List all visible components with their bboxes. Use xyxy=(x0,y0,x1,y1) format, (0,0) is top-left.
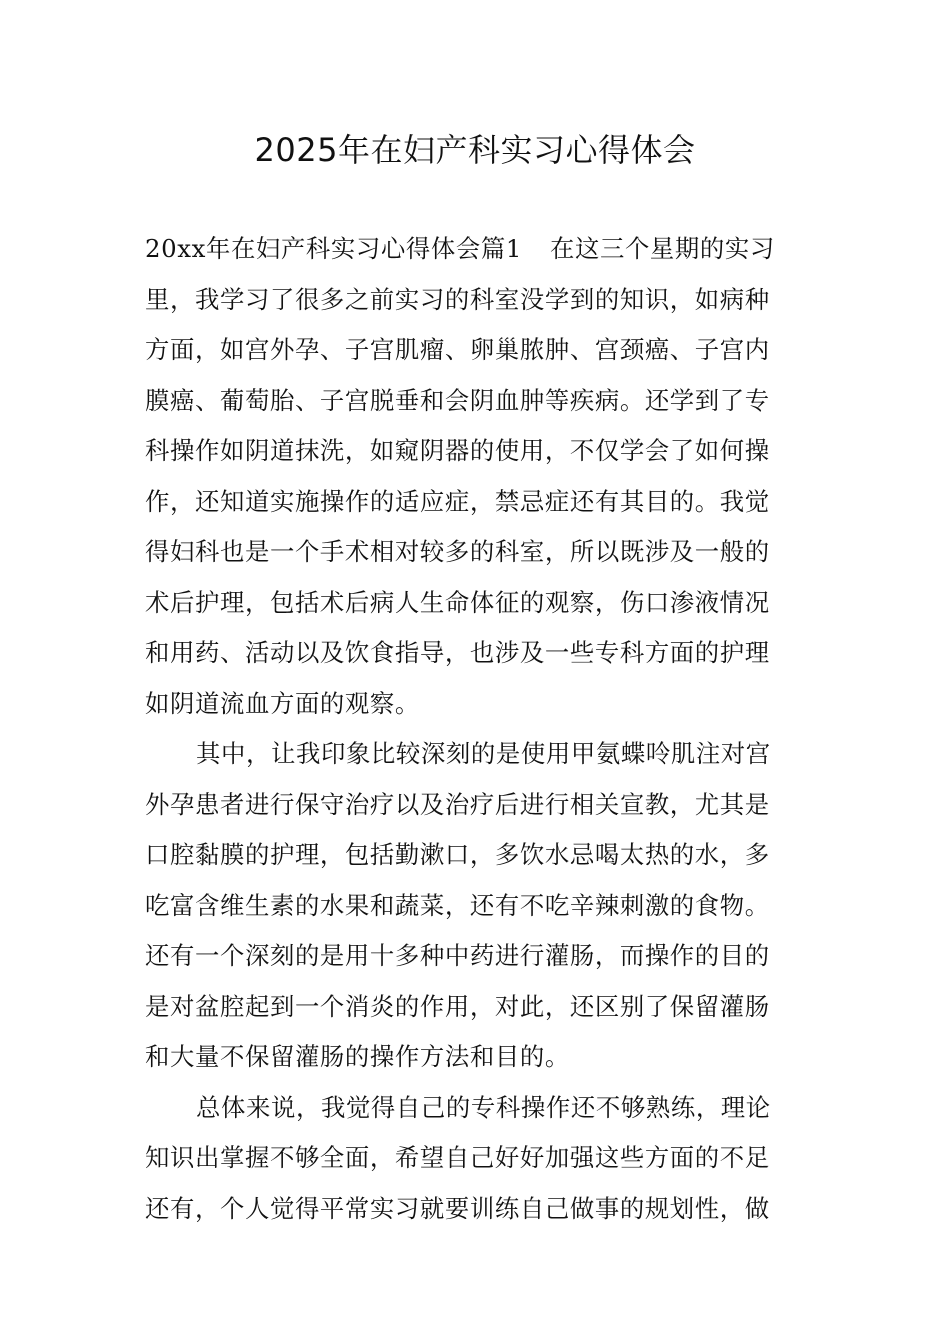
text-line: 总体来说，我觉得自己的专科操作还不够熟练，理论 xyxy=(196,1092,771,1122)
text-line: 膜癌、葡萄胎、子宫脱垂和会阴血肿等疾病。还学到了专 xyxy=(145,385,770,415)
text-line: 外孕患者进行保守治疗以及治疗后进行相关宣教，尤其是 xyxy=(145,789,770,819)
text-line: 知识出掌握不够全面，希望自己好好加强这些方面的不足 xyxy=(145,1143,770,1172)
document-title: 2025年在妇产科实习心得体会 xyxy=(254,131,696,169)
text-line: 其中，让我印象比较深刻的是使用甲氨蝶呤肌注对宫 xyxy=(196,739,771,768)
text-line: 口腔黏膜的护理，包括勤漱口，多饮水忌喝太热的水，多 xyxy=(145,840,770,869)
text-line xyxy=(145,224,810,275)
text-line: 和用药、活动以及饮食指导，也涉及一些专科方面的护理 xyxy=(145,638,770,667)
text-line: 还有，个人觉得平常实习就要训练自己做事的规划性，做 xyxy=(145,1193,770,1223)
paragraph-2 xyxy=(145,729,810,1083)
text-line: 作，还知道实施操作的适应症，禁忌症还有其目的。我觉 xyxy=(145,486,770,516)
text-line: 吃富含维生素的水果和蔬菜，还有不吃辛辣刺激的食物。 xyxy=(145,890,770,920)
text-line: 得妇科也是一个手术相对较多的科室，所以既涉及一般的 xyxy=(145,537,770,566)
text-line: 科操作如阴道抹洗，如窥阴器的使用，不仅学会了如何操 xyxy=(145,436,770,465)
line-text: 在这三个星期的实习 xyxy=(549,234,775,263)
text-line: 还有一个深刻的是用十多种中药进行灌肠，而操作的目的 xyxy=(145,941,770,970)
text-line: 术后护理，包括术后病人生命体征的观察，伤口渗液情况 xyxy=(145,587,770,617)
text-line: 里，我学习了很多之前实习的科室没学到的知识，如病种 xyxy=(145,284,770,314)
document-body xyxy=(145,224,810,1234)
text-line: 是对盆腔起到一个消炎的作用，对此，还区别了保留灌肠 xyxy=(145,991,770,1021)
text-line: 如阴道流血方面的观察。 xyxy=(145,688,420,718)
text-line: 方面，如宫外孕、子宫肌瘤、卵巢脓肿、宫颈癌、子宫内 xyxy=(145,335,770,364)
section-heading: 20xx年在妇产科实习心得体会篇1 xyxy=(145,234,522,263)
paragraph-1 xyxy=(145,224,810,729)
paragraph-3 xyxy=(145,1083,810,1235)
text-line: 和大量不保留灌肠的操作方法和目的。 xyxy=(145,1042,570,1071)
